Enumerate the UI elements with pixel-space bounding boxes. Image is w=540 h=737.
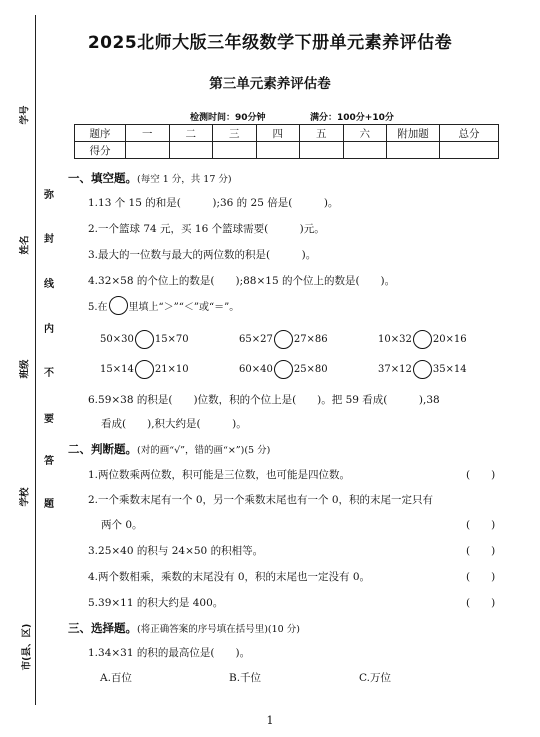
table-cell: 五 — [300, 125, 344, 142]
section2-note: (对的画“√”，错的画“×”)(5 分) — [137, 445, 271, 456]
answer-paren[interactable]: ( ) — [466, 469, 496, 481]
comparison-item — [378, 330, 467, 349]
score-input-cell[interactable] — [256, 142, 300, 159]
table-cell: 得分 — [75, 142, 126, 159]
page-subtitle: 第三单元素养评估卷 — [209, 76, 331, 92]
choice-option-a[interactable]: A.百位 — [100, 672, 132, 684]
score-input-cell[interactable] — [343, 142, 387, 159]
comparison-right: 15×70 — [154, 334, 189, 345]
section1-title: 一、填空题。 — [68, 171, 137, 185]
comparison-right: 21×10 — [154, 364, 189, 375]
choice-option-b[interactable]: B.千位 — [229, 672, 262, 684]
question-1-6: 6.59×38 的积是( )位数，积的个位上是( )。把 59 看成( ),38 — [88, 394, 440, 406]
q5-prefix: 5.在 — [88, 302, 108, 313]
question-1-6-cont: 看成( ),积大约是( )。 — [101, 418, 247, 430]
score-input-cell[interactable] — [126, 142, 170, 159]
answer-paren[interactable]: ( ) — [466, 545, 496, 557]
judge-item-5: 5.39×11 的积大约是 400。 — [88, 597, 224, 609]
judge-item-1: 1.两位数乘两位数，积可能是三位数，也可能是四位数。 — [88, 469, 351, 481]
seal-char: 题 — [42, 495, 56, 510]
seal-char: 弥 — [42, 186, 56, 201]
score-table-header-row — [75, 125, 499, 142]
seal-char: 不 — [42, 364, 56, 379]
answer-circle[interactable] — [135, 330, 154, 349]
comparison-item — [100, 360, 189, 379]
seal-char: 线 — [42, 275, 56, 290]
comparison-left: 37×12 — [378, 364, 412, 375]
comparison-item — [239, 360, 328, 379]
seal-char: 答 — [42, 452, 56, 467]
comparison-left: 50×30 — [100, 334, 134, 345]
score-input-cell[interactable] — [300, 142, 344, 159]
section3-title: 三、选择题。 — [68, 621, 137, 635]
answer-circle[interactable] — [135, 360, 154, 379]
answer-circle[interactable] — [274, 330, 293, 349]
comparison-right: 20×16 — [432, 334, 467, 345]
section2-title: 二、判断题。 — [68, 442, 137, 456]
score-input-cell[interactable] — [169, 142, 213, 159]
judge-item-2-cont: 两个 0。 — [101, 519, 143, 531]
comparison-right: 27×86 — [293, 334, 328, 345]
comparison-left: 60×40 — [239, 364, 273, 375]
section1-heading — [68, 170, 232, 186]
page-number: 1 — [266, 714, 274, 727]
comparison-right: 35×14 — [432, 364, 467, 375]
table-cell: 题序 — [75, 125, 126, 142]
table-cell: 三 — [213, 125, 257, 142]
score-input-cell[interactable] — [440, 142, 499, 159]
table-cell: 总分 — [440, 125, 499, 142]
question-1-4: 4.32×58 的个位上的数是( );88×15 的个位上的数是( )。 — [88, 275, 396, 287]
answer-paren[interactable]: ( ) — [466, 519, 496, 531]
field-school-label: 学校 — [19, 487, 31, 507]
judge-item-3: 3.25×40 的积与 24×50 的积相等。 — [88, 545, 264, 557]
answer-circle[interactable] — [274, 360, 293, 379]
section2-heading — [68, 441, 270, 457]
choice-question-1: 1.34×31 的积的最高位是( )。 — [88, 647, 251, 659]
section3-note: (将正确答案的序号填在括号里)(10 分) — [137, 624, 300, 635]
comparison-right: 25×80 — [293, 364, 328, 375]
answer-paren[interactable]: ( ) — [466, 571, 496, 583]
table-cell: 四 — [256, 125, 300, 142]
choice-option-c[interactable]: C.万位 — [359, 672, 391, 684]
table-cell: 六 — [343, 125, 387, 142]
seal-char: 要 — [42, 410, 56, 425]
score-table-score-row — [75, 142, 499, 159]
field-city-label: 市(县、区) — [21, 623, 33, 671]
field-student-id-label: 学号 — [19, 105, 31, 125]
full-score: 满分：100分+10分 — [310, 113, 394, 123]
answer-paren[interactable]: ( ) — [466, 597, 496, 609]
comparison-item — [100, 330, 189, 349]
table-cell: 二 — [169, 125, 213, 142]
question-1-5 — [88, 296, 239, 315]
judge-item-2: 2.一个乘数末尾有一个 0，另一个乘数末尾也有一个 0，积的末尾一定只有 — [88, 494, 434, 506]
binding-line — [35, 15, 36, 705]
section1-note: (每空 1 分，共 17 分) — [137, 174, 232, 185]
seal-char: 封 — [42, 230, 56, 245]
judge-item-4: 4.两个数相乘，乘数的末尾没有 0，积的末尾也一定没有 0。 — [88, 571, 371, 583]
table-cell: 附加题 — [387, 125, 440, 142]
section3-heading — [68, 620, 300, 636]
comparison-left: 10×32 — [378, 334, 412, 345]
comparison-item — [378, 360, 467, 379]
question-1-1: 1.13 个 15 的和是( );36 的 25 倍是( )。 — [88, 197, 339, 209]
question-1-2: 2.一个篮球 74 元，买 16 个篮球需要( )元。 — [88, 223, 325, 235]
answer-circle[interactable] — [413, 330, 432, 349]
field-class-label: 班级 — [19, 359, 31, 379]
score-input-cell[interactable] — [387, 142, 440, 159]
comparison-item — [239, 330, 328, 349]
page-title: 2025北师大版三年级数学下册单元素养评估卷 — [87, 33, 453, 53]
answer-circle[interactable] — [413, 360, 432, 379]
q5-suffix: 里填上“＞”“＜”或“＝”。 — [128, 302, 240, 313]
field-name-label: 姓名 — [19, 235, 31, 255]
question-1-3: 3.最大的一位数与最大的两位数的积是( )。 — [88, 249, 317, 261]
table-cell: 一 — [126, 125, 170, 142]
seal-char: 内 — [42, 320, 56, 335]
score-table — [74, 124, 499, 159]
exam-time: 检测时间：90分钟 — [190, 113, 266, 123]
score-input-cell[interactable] — [213, 142, 257, 159]
circle-icon — [109, 296, 128, 315]
comparison-left: 65×27 — [239, 334, 273, 345]
comparison-left: 15×14 — [100, 364, 134, 375]
